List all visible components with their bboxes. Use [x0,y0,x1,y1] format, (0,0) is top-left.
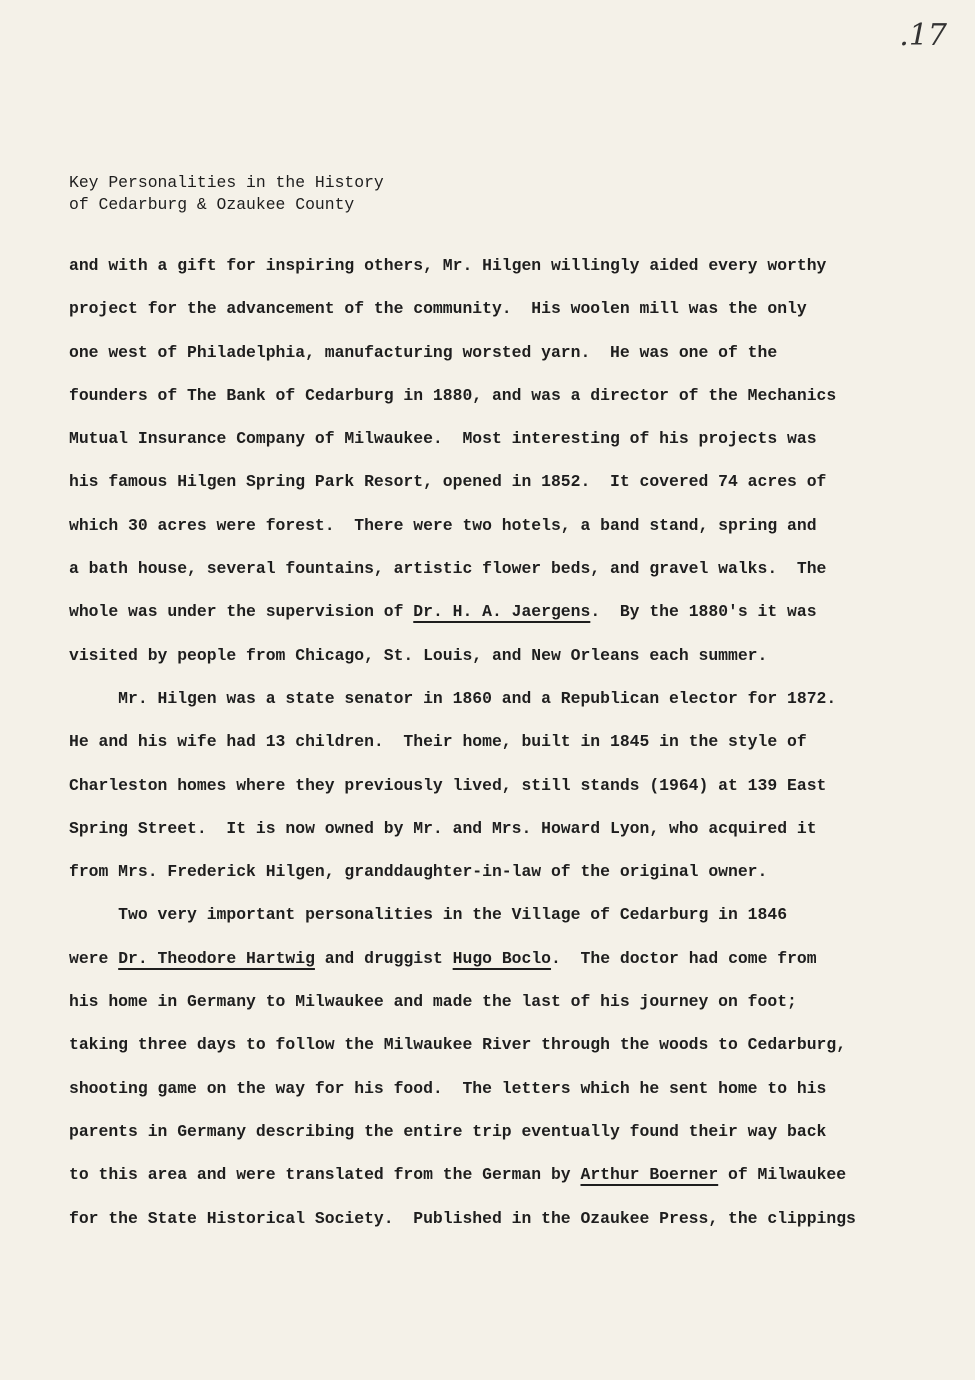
text-line: Mr. Hilgen was a state senator in 1860 and a Republican elector for 1872. [69,688,837,708]
text-line: parents in Germany describing the entire trip eventually found their way back [69,1121,827,1141]
text-line: shooting game on the way for his food. The letters which he sent home to his [69,1078,827,1098]
text-line: He and his wife had 13 children. Their home, built in 1845 in the style of [69,732,807,752]
text-segment: whole was under the supervision of [69,602,414,622]
page-number: .17 [899,18,947,53]
underlined-name-jaergens: Dr. H. A. Jaergens [413,602,591,622]
text-line: Charleston homes where they previously lived, still stands (1964) at 139 East [69,775,827,795]
text-line: from Mrs. Frederick Hilgen, granddaughter-in-law of the original owner. [69,862,768,882]
text-line [69,1163,949,1206]
text-line: and with a gift for inspiring others, Mr. Hilgen willingly aided every worthy [69,256,827,275]
underlined-name-boerner: Arthur Boerner [580,1165,719,1185]
text-line: Two very important personalities in the Village of Cedarburg in 1846 [69,905,788,925]
header-line-1: Key Personalities in the History [69,173,384,192]
underlined-name-boclo: Hugo Boclo [452,948,552,968]
text-line: taking three days to follow the Milwaukee River through the woods to Cedarburg, [69,1035,847,1055]
text-segment: . The doctor had come from [551,948,817,968]
text-segment: . By the 1880's it was [590,602,817,622]
text-line: for the State Historical Society. Published in the Ozaukee Press, the clippings [69,1208,856,1228]
text-segment: and druggist [314,948,453,968]
text-segment: were [69,948,119,968]
text-line: his famous Hilgen Spring Park Resort, opened in 1852. It covered 74 acres of [69,472,827,492]
text-line: his home in Germany to Milwaukee and made the last of his journey on foot; [69,992,797,1012]
running-header [69,172,384,216]
document-body [69,254,949,1250]
text-segment: of Milwaukee [718,1165,847,1185]
text-line: one west of Philadelphia, manufacturing worsted yarn. He was one of the [69,342,778,362]
text-line: founders of The Bank of Cedarburg in 1880, and was a director of the Mechanics [69,385,837,405]
text-line: Mutual Insurance Company of Milwaukee. Most interesting of his projects was [69,429,817,449]
text-line: which 30 acres were forest. There were two hotels, a band stand, spring and [69,515,817,535]
underlined-name-hartwig: Dr. Theodore Hartwig [118,948,315,968]
text-line: Spring Street. It is now owned by Mr. and Mrs. Howard Lyon, who acquired it [69,818,817,838]
text-line [69,947,949,990]
text-segment: to this area and were translated from the German by [69,1165,581,1185]
text-line: a bath house, several fountains, artistic flower beds, and gravel walks. The [69,559,827,579]
header-line-2: of Cedarburg & Ozaukee County [69,195,355,214]
text-line [69,600,949,643]
text-line: project for the advancement of the community. His woolen mill was the only [69,299,807,319]
text-line: visited by people from Chicago, St. Louis, and New Orleans each summer. [69,645,768,665]
